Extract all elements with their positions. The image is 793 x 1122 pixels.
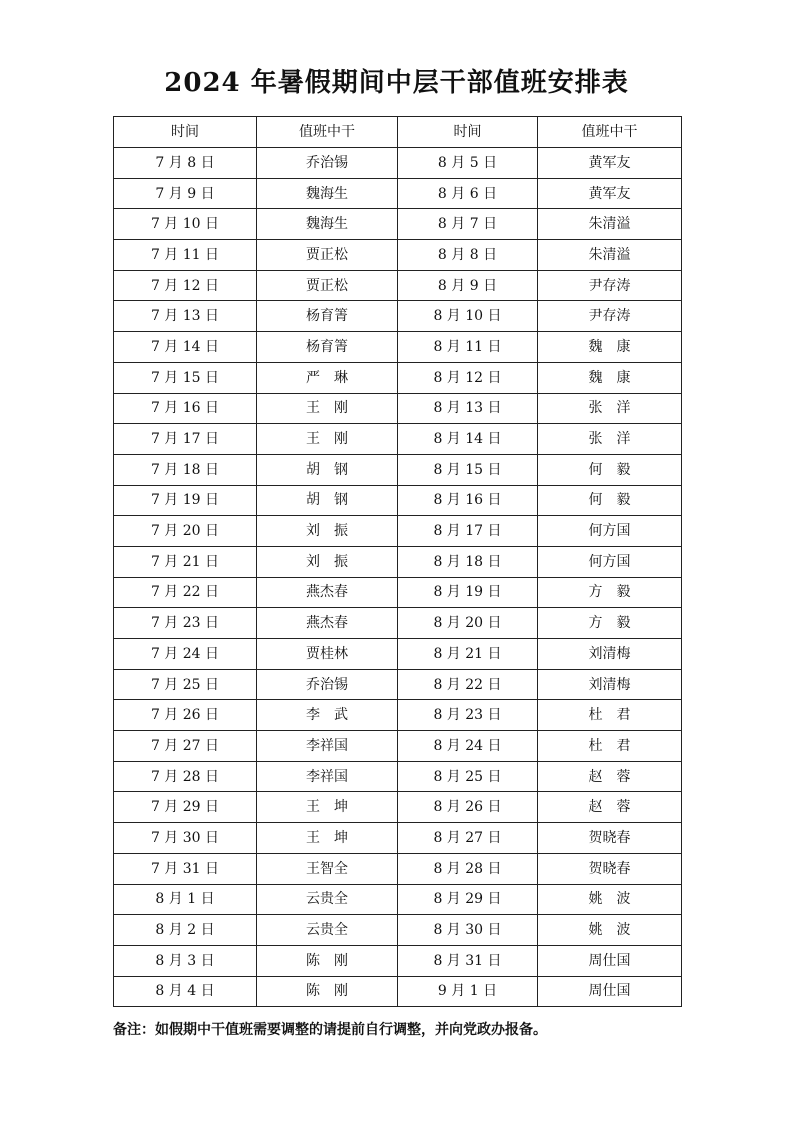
date-cell-2: 8 月 16 日: [398, 485, 538, 516]
date-cell-2: 8 月 22 日: [398, 669, 538, 700]
table-row: [114, 209, 682, 240]
date-cell-2: 8 月 30 日: [398, 915, 538, 946]
cadre-cell-1: 杨育箐: [257, 332, 398, 363]
date-cell-2: 8 月 25 日: [398, 761, 538, 792]
date-cell-1: 8 月 2 日: [114, 915, 257, 946]
cadre-cell-1: 胡 钢: [257, 454, 398, 485]
cadre-cell-1: 王 坤: [257, 792, 398, 823]
cadre-cell-2: 赵 蓉: [538, 792, 682, 823]
table-row: [114, 639, 682, 670]
cadre-cell-1: 刘 振: [257, 516, 398, 547]
cadre-cell-2: 张 洋: [538, 393, 682, 424]
date-cell-1: 7 月 9 日: [114, 178, 257, 209]
cadre-cell-2: 赵 蓉: [538, 761, 682, 792]
date-cell-2: 8 月 6 日: [398, 178, 538, 209]
cadre-cell-2: 姚 波: [538, 884, 682, 915]
date-cell-2: 8 月 19 日: [398, 577, 538, 608]
cadre-cell-1: 胡 钢: [257, 485, 398, 516]
cadre-cell-2: 何方国: [538, 516, 682, 547]
date-cell-2: 8 月 23 日: [398, 700, 538, 731]
date-cell-1: 7 月 24 日: [114, 639, 257, 670]
date-cell-2: 8 月 18 日: [398, 546, 538, 577]
cadre-cell-1: 陈 刚: [257, 945, 398, 976]
header-date-2: 时间: [398, 117, 538, 148]
date-cell-2: 8 月 20 日: [398, 608, 538, 639]
cadre-cell-2: 张 洋: [538, 424, 682, 455]
date-cell-2: 8 月 9 日: [398, 270, 538, 301]
cadre-cell-2: 魏 康: [538, 332, 682, 363]
table-row: [114, 731, 682, 762]
date-cell-2: 8 月 10 日: [398, 301, 538, 332]
cadre-cell-1: 贾正松: [257, 240, 398, 271]
date-cell-2: 8 月 14 日: [398, 424, 538, 455]
header-date-1: 时间: [114, 117, 257, 148]
cadre-cell-2: 魏 康: [538, 362, 682, 393]
date-cell-2: 9 月 1 日: [398, 976, 538, 1007]
table-row: [114, 976, 682, 1007]
table-row: [114, 270, 682, 301]
header-cadre-2: 值班中干: [538, 117, 682, 148]
cadre-cell-1: 李祥国: [257, 731, 398, 762]
cadre-cell-1: 陈 刚: [257, 976, 398, 1007]
table-row: [114, 424, 682, 455]
date-cell-1: 7 月 27 日: [114, 731, 257, 762]
cadre-cell-2: 贺晓春: [538, 823, 682, 854]
date-cell-1: 7 月 26 日: [114, 700, 257, 731]
cadre-cell-1: 燕杰春: [257, 577, 398, 608]
cadre-cell-2: 姚 波: [538, 915, 682, 946]
page-title: 2024 年暑假期间中层干部值班安排表: [164, 68, 629, 98]
table-row: [114, 301, 682, 332]
table-row: [114, 240, 682, 271]
date-cell-1: 7 月 23 日: [114, 608, 257, 639]
date-cell-1: 7 月 14 日: [114, 332, 257, 363]
cadre-cell-1: 王智全: [257, 853, 398, 884]
cadre-cell-1: 王 刚: [257, 424, 398, 455]
cadre-cell-2: 何方国: [538, 546, 682, 577]
date-cell-1: 7 月 15 日: [114, 362, 257, 393]
date-cell-1: 7 月 31 日: [114, 853, 257, 884]
date-cell-2: 8 月 5 日: [398, 148, 538, 179]
date-cell-1: 7 月 22 日: [114, 577, 257, 608]
date-cell-1: 7 月 21 日: [114, 546, 257, 577]
cadre-cell-2: 杜 君: [538, 731, 682, 762]
cadre-cell-1: 王 坤: [257, 823, 398, 854]
date-cell-2: 8 月 13 日: [398, 393, 538, 424]
table-row: [114, 178, 682, 209]
cadre-cell-2: 尹存涛: [538, 301, 682, 332]
date-cell-2: 8 月 24 日: [398, 731, 538, 762]
cadre-cell-2: 杜 君: [538, 700, 682, 731]
table-row: [114, 546, 682, 577]
date-cell-1: 7 月 12 日: [114, 270, 257, 301]
cadre-cell-2: 尹存涛: [538, 270, 682, 301]
date-cell-1: 8 月 1 日: [114, 884, 257, 915]
cadre-cell-1: 燕杰春: [257, 608, 398, 639]
cadre-cell-1: 乔治锡: [257, 669, 398, 700]
cadre-cell-1: 贾桂林: [257, 639, 398, 670]
cadre-cell-2: 方 毅: [538, 577, 682, 608]
table-row: [114, 669, 682, 700]
table-row: [114, 823, 682, 854]
date-cell-2: 8 月 27 日: [398, 823, 538, 854]
cadre-cell-1: 严 琳: [257, 362, 398, 393]
cadre-cell-2: 朱清溢: [538, 209, 682, 240]
cadre-cell-2: 方 毅: [538, 608, 682, 639]
cadre-cell-2: 黄军友: [538, 148, 682, 179]
date-cell-2: 8 月 28 日: [398, 853, 538, 884]
date-cell-2: 8 月 29 日: [398, 884, 538, 915]
date-cell-1: 7 月 28 日: [114, 761, 257, 792]
date-cell-2: 8 月 8 日: [398, 240, 538, 271]
date-cell-1: 7 月 29 日: [114, 792, 257, 823]
date-cell-1: 7 月 8 日: [114, 148, 257, 179]
cadre-cell-1: 魏海生: [257, 209, 398, 240]
date-cell-2: 8 月 26 日: [398, 792, 538, 823]
date-cell-1: 8 月 4 日: [114, 976, 257, 1007]
date-cell-2: 8 月 31 日: [398, 945, 538, 976]
date-cell-1: 7 月 25 日: [114, 669, 257, 700]
date-cell-2: 8 月 7 日: [398, 209, 538, 240]
cadre-cell-1: 王 刚: [257, 393, 398, 424]
table-row: [114, 393, 682, 424]
cadre-cell-2: 贺晓春: [538, 853, 682, 884]
table-row: [114, 516, 682, 547]
cadre-cell-2: 刘清梅: [538, 639, 682, 670]
table-row: [114, 945, 682, 976]
date-cell-1: 7 月 18 日: [114, 454, 257, 485]
table-header-row: [114, 117, 682, 148]
cadre-cell-1: 刘 振: [257, 546, 398, 577]
date-cell-1: 7 月 30 日: [114, 823, 257, 854]
table-row: [114, 853, 682, 884]
date-cell-1: 7 月 13 日: [114, 301, 257, 332]
cadre-cell-2: 何 毅: [538, 454, 682, 485]
date-cell-1: 7 月 11 日: [114, 240, 257, 271]
cadre-cell-1: 云贵全: [257, 884, 398, 915]
table-row: [114, 884, 682, 915]
date-cell-1: 7 月 10 日: [114, 209, 257, 240]
table-row: [114, 454, 682, 485]
table-body: [114, 148, 682, 1007]
date-cell-1: 8 月 3 日: [114, 945, 257, 976]
date-cell-2: 8 月 17 日: [398, 516, 538, 547]
cadre-cell-1: 云贵全: [257, 915, 398, 946]
table-row: [114, 362, 682, 393]
duty-schedule-table: [113, 116, 682, 1007]
table-row: [114, 577, 682, 608]
date-cell-2: 8 月 15 日: [398, 454, 538, 485]
table-row: [114, 608, 682, 639]
cadre-cell-2: 朱清溢: [538, 240, 682, 271]
date-cell-1: 7 月 17 日: [114, 424, 257, 455]
cadre-cell-2: 周仕国: [538, 945, 682, 976]
table-row: [114, 761, 682, 792]
table-row: [114, 332, 682, 363]
table-row: [114, 792, 682, 823]
cadre-cell-2: 黄军友: [538, 178, 682, 209]
cadre-cell-2: 周仕国: [538, 976, 682, 1007]
cadre-cell-1: 贾正松: [257, 270, 398, 301]
date-cell-2: 8 月 12 日: [398, 362, 538, 393]
table-row: [114, 485, 682, 516]
date-cell-2: 8 月 21 日: [398, 639, 538, 670]
cadre-cell-1: 李祥国: [257, 761, 398, 792]
date-cell-1: 7 月 16 日: [114, 393, 257, 424]
cadre-cell-2: 何 毅: [538, 485, 682, 516]
cadre-cell-1: 魏海生: [257, 178, 398, 209]
table-row: [114, 700, 682, 731]
cadre-cell-1: 杨育箐: [257, 301, 398, 332]
cadre-cell-2: 刘清梅: [538, 669, 682, 700]
cadre-cell-1: 乔治锡: [257, 148, 398, 179]
date-cell-1: 7 月 20 日: [114, 516, 257, 547]
cadre-cell-1: 李 武: [257, 700, 398, 731]
table-row: [114, 148, 682, 179]
header-cadre-1: 值班中干: [257, 117, 398, 148]
footnote: 备注：如假期中干值班需要调整的请提前自行调整，并向党政办报备。: [113, 1022, 547, 1038]
date-cell-2: 8 月 11 日: [398, 332, 538, 363]
table-row: [114, 915, 682, 946]
date-cell-1: 7 月 19 日: [114, 485, 257, 516]
